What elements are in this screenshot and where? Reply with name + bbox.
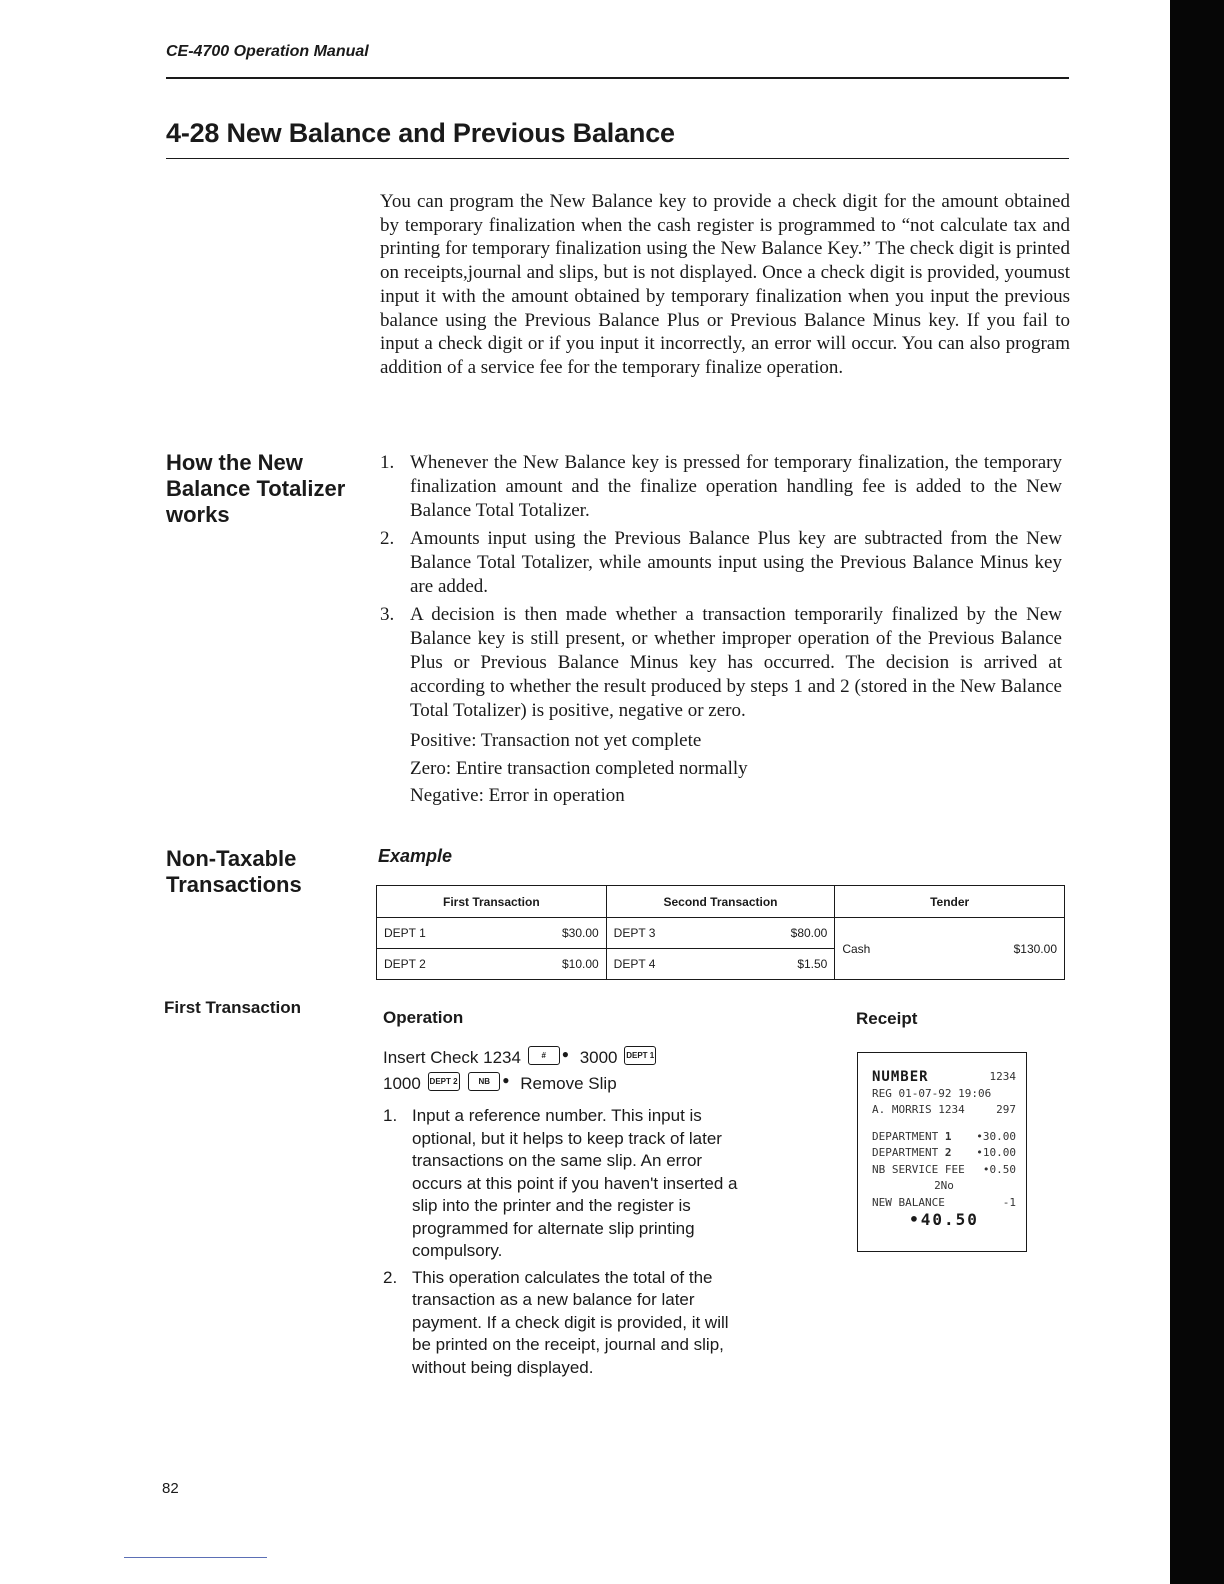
- new-balance-key-icon: [468, 1072, 500, 1091]
- receipt-number-row: [872, 1069, 1016, 1086]
- running-head: CE-4700 Operation Manual: [166, 43, 369, 60]
- receipt-cashier-row: [872, 1102, 1016, 1119]
- hash-key-icon: [528, 1046, 560, 1065]
- operation-sequence: [383, 1043, 658, 1095]
- column-header: Tender: [835, 886, 1065, 918]
- cell-second-label: DEPT 4: [606, 949, 683, 980]
- receipt-line-code: 1: [944, 1129, 952, 1143]
- cell-first-label: DEPT 2: [377, 949, 454, 980]
- tender-label: Cash: [842, 941, 871, 956]
- key-label: DEPT 1: [626, 1051, 655, 1060]
- case-negative: Negative: Error in operation: [410, 785, 625, 806]
- list-item: [383, 1105, 743, 1263]
- item-number: 2.: [383, 1267, 398, 1287]
- receipt-line: [872, 1145, 1016, 1162]
- op-text: 3000: [579, 1048, 618, 1067]
- section-title: 4-28 New Balance and Previous Balance: [166, 118, 675, 148]
- receipt-reg-line: REG 01-07-92 19:06: [872, 1086, 992, 1100]
- column-header: Second Transaction: [606, 886, 835, 918]
- cell-second-amount: $80.00: [683, 918, 835, 949]
- first-transaction-heading: First Transaction: [164, 998, 301, 1017]
- cell-second-label: DEPT 3: [606, 918, 683, 949]
- dept-2-key-icon: [428, 1072, 460, 1091]
- item-text: A decision is then made whether a transaction temporarily finalized by the New Balance key is still present, or whether improper operation of the Previous Balance Plus or Previous Balance Minus key has occurred. The decision is arrived at according to whether the result produced by steps 1 and 2 (stored in the New Balance Total Totalizer) is positive, negative or zero.: [410, 604, 1062, 721]
- receipt-number-label: NUMBER: [872, 1069, 929, 1085]
- list-item: [383, 1267, 743, 1380]
- title-rule: [166, 158, 1069, 159]
- receipt-line-label: NB SERVICE FEE: [872, 1162, 965, 1176]
- result-cases: [410, 727, 1062, 810]
- receipt-line-amount: •10.00: [976, 1146, 1016, 1159]
- item-text: Whenever the New Balance key is pressed for temporary finalization, the temporary finalization amount and the finalize operation handling fee is added to the New Balance Total Totalizer.: [410, 452, 1062, 521]
- page-number: 82: [162, 1480, 179, 1497]
- item-number: 3.: [380, 604, 395, 625]
- cell-first-amount: $30.00: [453, 918, 606, 949]
- item-number: 1.: [383, 1106, 398, 1125]
- receipt-line-label: DEPARTMENT: [872, 1146, 939, 1159]
- receipt-line-amount: •30.00: [976, 1129, 1016, 1143]
- receipt-line-amount: •0.50: [982, 1162, 1016, 1176]
- key-label: #: [541, 1051, 546, 1060]
- receipt-printout: [857, 1052, 1027, 1252]
- intro-paragraph: You can program the New Balance key to provide a check digit for the amount obtained by temporary finalization when the cash register is programmed to “not calculate tax and printing for temporary finalization using the New Balance Key.” The check digit is printed on receipts,journal and slips, but is not displayed. Once a check digit is provided, youmust input it with the amount obtained by temporary finalization when you input the previous balance using the Previous Balance Plus or Previous Balance Minus key. If you fail to input a check digit or if you input it incorrectly, an error will occur. You can also program addition of a service fee for the temporary finalize operation.: [380, 191, 1070, 378]
- cell-second-amount: $1.50: [683, 949, 835, 980]
- operation-line-2: [383, 1069, 658, 1095]
- footer-rule: [124, 1557, 267, 1558]
- item-number: 2.: [380, 528, 395, 549]
- column-header: First Transaction: [377, 886, 607, 918]
- receipt-balance-row: [872, 1195, 1016, 1212]
- header-rule: [166, 77, 1069, 79]
- receipt-heading: Receipt: [856, 1009, 918, 1028]
- op-text: Insert Check 1234: [383, 1048, 521, 1067]
- dept-1-key-icon: [624, 1046, 656, 1065]
- example-table: [376, 885, 1065, 980]
- key-label: DEPT 2: [429, 1077, 458, 1086]
- list-item: [380, 603, 1062, 810]
- operation-heading: Operation: [383, 1008, 464, 1027]
- cell-first-label: DEPT 1: [377, 918, 454, 949]
- item-text: Amounts input using the Previous Balance Plus key are subtracted from the New Balance Total Totalizer, while amounts input using the Previous Balance Minus key are added.: [410, 528, 1062, 597]
- item-text: This operation calculates the total of the transaction as a new balance for later payment. If a check digit is provided, it will be printed on the receipt, journal and slip, without being displayed.: [412, 1267, 729, 1377]
- operation-line-1: [383, 1043, 658, 1069]
- op-text: Remove Slip: [520, 1074, 617, 1093]
- receipt-number-value: 1234: [989, 1070, 1016, 1083]
- tender-amount: $130.00: [1013, 941, 1057, 956]
- key-label: NB: [478, 1077, 491, 1086]
- receipt-sub-no: 2No: [934, 1179, 954, 1192]
- non-taxable-heading: Non-Taxable Transactions: [166, 846, 302, 897]
- bullet-icon: ●: [561, 1047, 569, 1061]
- item-text: Input a reference number. This input is optional, but it helps to keep track of later transactions on the same slip. An error occurs at this point if you haven't inserted a slip into the printer and the register is programmed for alternate slip printing compulsory.: [412, 1106, 738, 1260]
- totalizer-list: [380, 451, 1062, 814]
- receipt-line-label: DEPARTMENT: [872, 1129, 939, 1143]
- receipt-cashier-no: 297: [996, 1103, 1016, 1116]
- cell-tender: [835, 918, 1065, 980]
- bullet-icon: ●: [502, 1073, 510, 1087]
- receipt-check-digit: -1: [1002, 1195, 1016, 1209]
- totalizer-heading: How the New Balance Totalizer works: [166, 450, 346, 527]
- item-number: 1.: [380, 452, 395, 473]
- case-positive: Positive: Transaction not yet complete: [410, 730, 702, 751]
- scan-edge: [1170, 0, 1224, 1584]
- table-row: [377, 918, 1065, 949]
- table-header-row: [377, 886, 1065, 918]
- cell-first-amount: $10.00: [453, 949, 606, 980]
- list-item: [380, 527, 1062, 599]
- receipt-line: [872, 1162, 1016, 1179]
- receipt-line-code: 2: [944, 1146, 952, 1159]
- receipt-balance-label: NEW BALANCE: [872, 1195, 945, 1209]
- example-label: Example: [378, 846, 453, 866]
- operation-steps: [383, 1105, 743, 1383]
- receipt-line: [872, 1129, 1016, 1146]
- op-text: 1000: [383, 1074, 421, 1093]
- list-item: [380, 451, 1062, 523]
- case-zero: Zero: Entire transaction completed normally: [410, 757, 748, 779]
- receipt-total: •40.50: [909, 1210, 979, 1229]
- receipt-cashier: A. MORRIS 1234: [872, 1103, 965, 1116]
